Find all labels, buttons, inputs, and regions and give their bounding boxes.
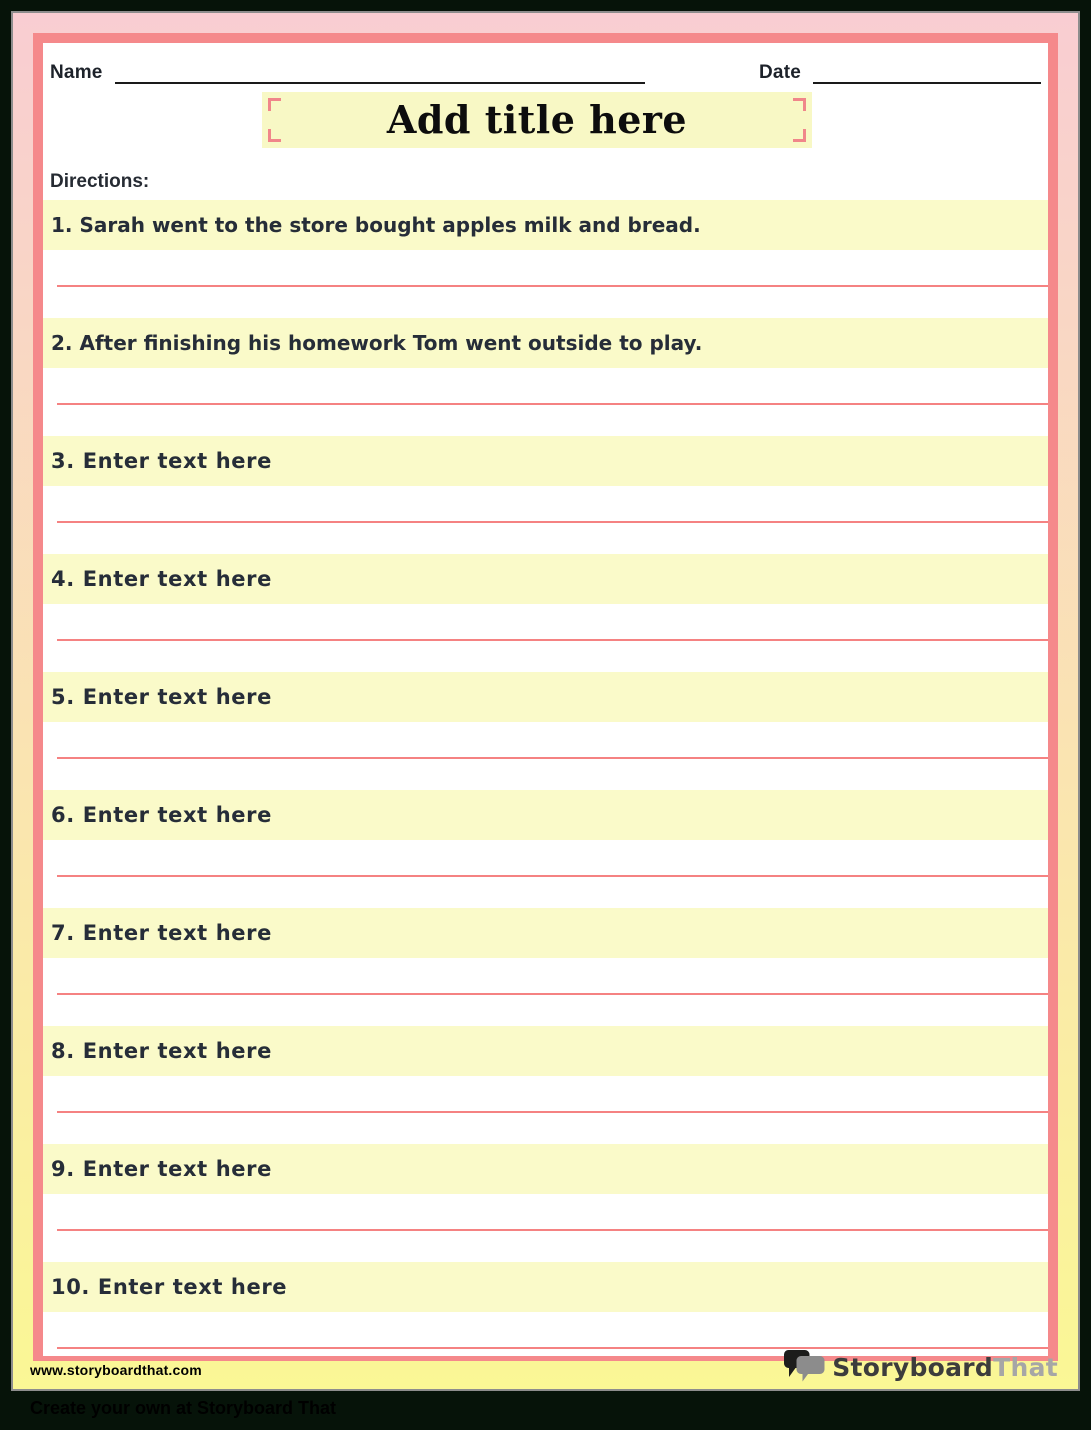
- speech-bubbles-icon: [784, 1349, 826, 1385]
- header-row: [50, 63, 1041, 84]
- worksheet-page: [33, 33, 1058, 1361]
- worksheet-item: [43, 436, 1048, 554]
- answer-line[interactable]: [57, 993, 1048, 995]
- worksheet-item: [43, 790, 1048, 908]
- question-text: 1. Sarah went to the store bought apples milk and bread.: [51, 213, 701, 237]
- selection-bracket-bottom-left-icon: [268, 129, 281, 142]
- question-highlight[interactable]: [43, 1026, 1048, 1076]
- answer-line[interactable]: [57, 1229, 1048, 1231]
- brand-wordmark: [832, 1352, 1058, 1382]
- date-field: [759, 63, 1041, 84]
- name-field: [50, 63, 645, 84]
- footer-note: Create your own at Storyboard That: [30, 1398, 337, 1418]
- worksheet-item: [43, 1144, 1048, 1262]
- worksheet-frame: [11, 11, 1080, 1391]
- question-text: 10. Enter text here: [51, 1275, 288, 1299]
- question-text: 6. Enter text here: [51, 803, 272, 827]
- answer-line[interactable]: [57, 403, 1048, 405]
- brand-primary: Storyboard: [832, 1352, 994, 1382]
- question-text: 4. Enter text here: [51, 567, 272, 591]
- items-list: [43, 200, 1048, 1361]
- worksheet-item: [43, 318, 1048, 436]
- site-url: www.storyboardthat.com: [30, 1362, 202, 1378]
- worksheet-content: [43, 43, 1048, 1356]
- brand-secondary: That: [993, 1352, 1058, 1382]
- question-text: 5. Enter text here: [51, 685, 272, 709]
- question-text: 8. Enter text here: [51, 1039, 272, 1063]
- question-text: 2. After finishing his homework Tom went outside to play.: [51, 331, 703, 355]
- question-highlight[interactable]: [43, 554, 1048, 604]
- answer-line[interactable]: [57, 639, 1048, 641]
- question-highlight[interactable]: [43, 318, 1048, 368]
- selection-bracket-top-left-icon: [268, 98, 281, 111]
- worksheet-item: [43, 1026, 1048, 1144]
- question-highlight[interactable]: [43, 200, 1048, 250]
- question-highlight[interactable]: [43, 790, 1048, 840]
- answer-line[interactable]: [57, 285, 1048, 287]
- date-label: Date: [759, 62, 801, 83]
- worksheet-item: [43, 554, 1048, 672]
- worksheet-item: [43, 672, 1048, 790]
- question-highlight[interactable]: [43, 436, 1048, 486]
- worksheet-title[interactable]: Add title here: [386, 97, 688, 142]
- question-highlight[interactable]: [43, 908, 1048, 958]
- question-text: 9. Enter text here: [51, 1157, 272, 1181]
- name-label: Name: [50, 62, 103, 83]
- worksheet-item: [43, 200, 1048, 318]
- question-highlight[interactable]: [43, 1144, 1048, 1194]
- question-text: 7. Enter text here: [51, 921, 272, 945]
- worksheet-item: [43, 908, 1048, 1026]
- title-box[interactable]: [262, 92, 812, 148]
- answer-line[interactable]: [57, 521, 1048, 523]
- worksheet-item: [43, 1262, 1048, 1361]
- name-input-line[interactable]: [115, 66, 645, 84]
- answer-line[interactable]: [57, 757, 1048, 759]
- storyboardthat-logo: [784, 1349, 1058, 1385]
- date-input-line[interactable]: [813, 66, 1041, 84]
- question-highlight[interactable]: [43, 1262, 1048, 1312]
- answer-line[interactable]: [57, 1111, 1048, 1113]
- question-highlight[interactable]: [43, 672, 1048, 722]
- answer-line[interactable]: [57, 875, 1048, 877]
- selection-bracket-top-right-icon: [793, 98, 806, 111]
- question-text: 3. Enter text here: [51, 449, 272, 473]
- selection-bracket-bottom-right-icon: [793, 129, 806, 142]
- directions-label[interactable]: Directions:: [50, 171, 150, 192]
